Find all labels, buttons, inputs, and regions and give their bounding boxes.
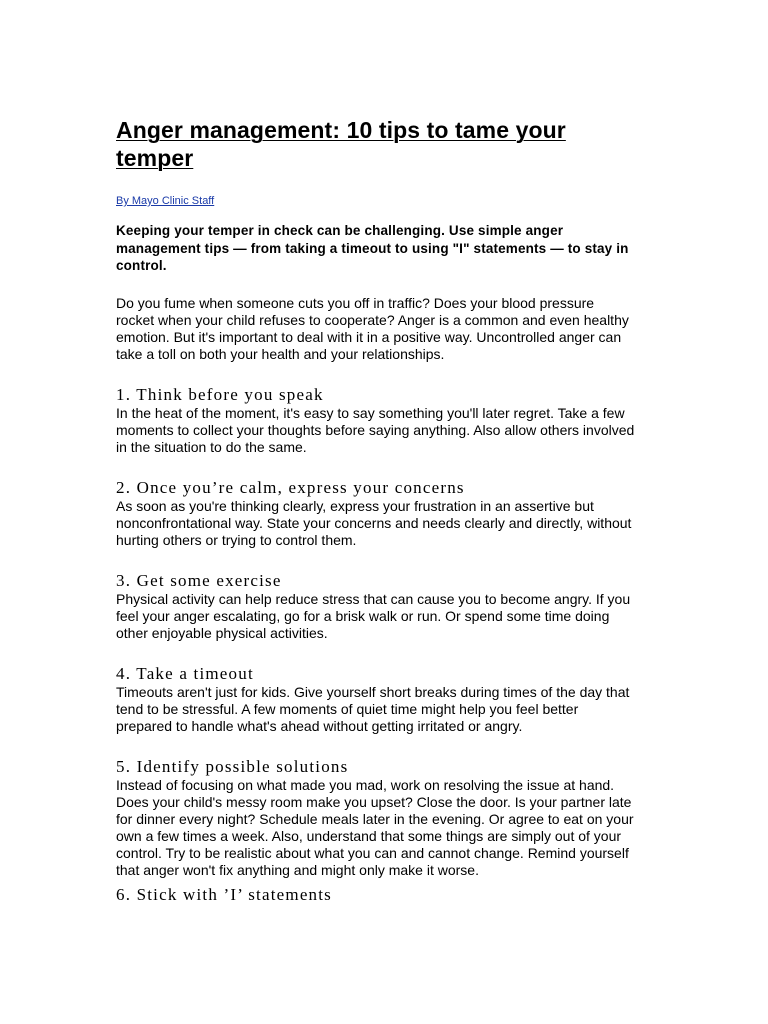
tip-body: Physical activity can help reduce stress that can cause you to become angry. If you feel your anger escalating, go for a brisk walk or run. Or spend some time doing other enjoyable physical activities. — [116, 590, 631, 641]
tip-heading: 1. Think before you speak — [116, 384, 324, 404]
byline-link[interactable]: By Mayo Clinic Staff — [116, 195, 215, 207]
tip-body: As soon as you're thinking clearly, express your frustration in an assertive but nonconfrontational way. State your concerns and needs clearly and directly, without hurting others or trying to control them. — [116, 497, 632, 548]
tip-body: Timeouts aren't just for kids. Give yourself short breaks during times of the day that tend to be stressful. A few moments of quiet time might help you feel better prepared to handle what's ahead without getting irritated or angry. — [116, 683, 630, 734]
tip-heading: 5. Identify possible solutions — [116, 756, 349, 776]
tip-heading: 6. Stick with ’I’ statements — [116, 884, 333, 904]
lead-paragraph: Keeping your temper in check can be challenging. Use simple anger management tips — from taking a timeout to using "I" statements — to stay in control. — [116, 223, 629, 273]
article — [116, 116, 636, 904]
tip-section — [116, 664, 636, 735]
tip-body: In the heat of the moment, it's easy to say something you'll later regret. Take a few moments to collect your thoughts before saying anything. Also allow others involved in the situation to do the same. — [116, 404, 635, 455]
tip-heading: 4. Take a timeout — [116, 663, 254, 683]
tip-section — [116, 757, 636, 879]
tip-heading: 2. Once you’re calm, express your concerns — [116, 477, 465, 497]
intro-paragraph: Do you fume when someone cuts you off in traffic? Does your blood pressure rocket when your child refuses to cooperate? Anger is a common and even healthy emotion. But it's important to deal with it in a positive way. Uncontrolled anger can take a toll on both your health and your relationships. — [116, 294, 629, 362]
tip-body: Instead of focusing on what made you mad, work on resolving the issue at hand. Does your child's messy room make you upset? Close the door. Is your partner late for dinner every night? Schedule meals later in the evening. Or agree to eat on your own a few times a week. Also, understand that some things are simply out of your control. Try to be realistic about what you can and cannot change. Remind yourself that anger won't fix anything and might only make it worse. — [116, 776, 634, 878]
tip-section — [116, 478, 636, 549]
tip-section — [116, 571, 636, 642]
tip-section — [116, 885, 636, 904]
tip-heading: 3. Get some exercise — [116, 570, 282, 590]
article-title: Anger management: 10 tips to tame your temper — [116, 117, 566, 171]
tip-section — [116, 385, 636, 456]
